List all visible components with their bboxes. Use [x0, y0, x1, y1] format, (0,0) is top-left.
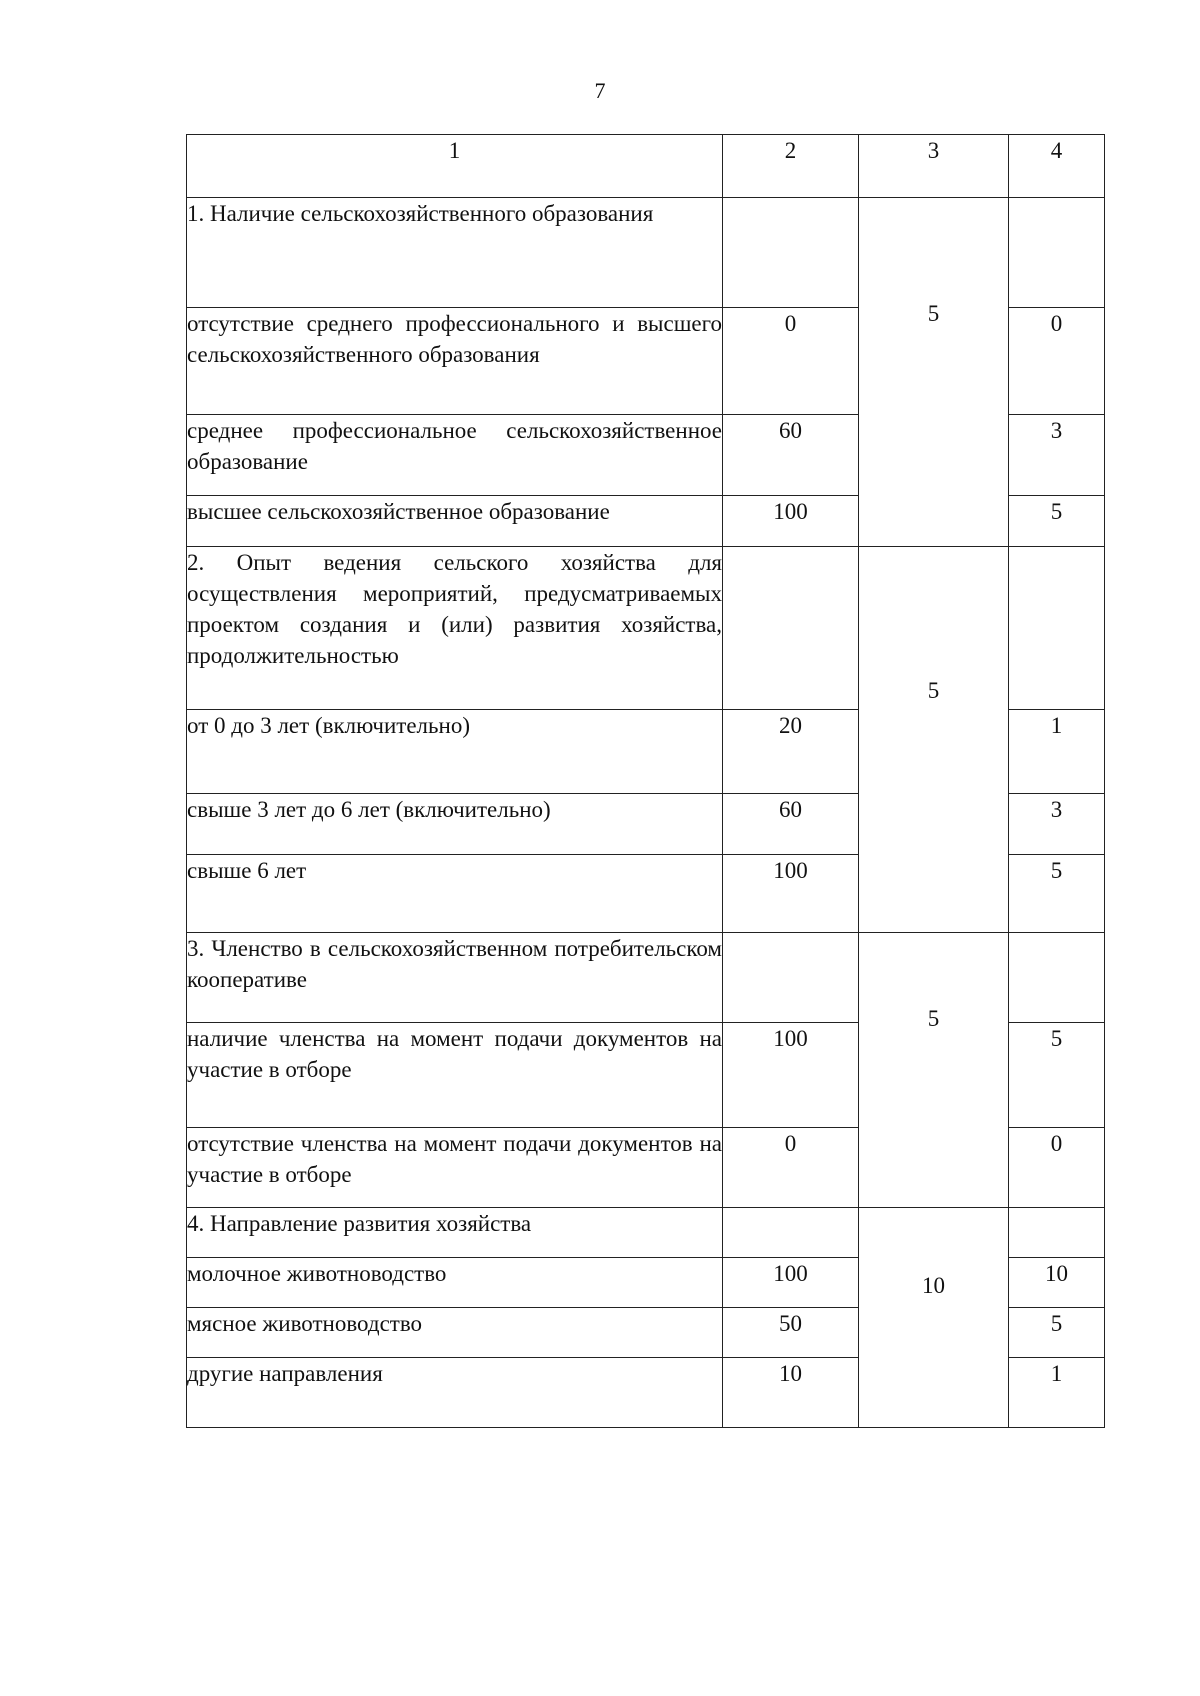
criterion-points: [1009, 1208, 1105, 1258]
option-points: 10: [1009, 1258, 1105, 1308]
option-text: мясное животноводство: [187, 1308, 723, 1358]
option-points: 0: [1009, 308, 1105, 415]
option-text: среднее профессиональное сельскохозяйственное образование: [187, 415, 723, 496]
table-row: [187, 547, 1105, 710]
option-points: 5: [1009, 1308, 1105, 1358]
option-text: наличие членства на момент подачи документов на участие в отборе: [187, 1023, 723, 1128]
option-points: 3: [1009, 794, 1105, 855]
option-points: 5: [1009, 855, 1105, 933]
option-text: свыше 6 лет: [187, 855, 723, 933]
option-value: 20: [723, 710, 859, 794]
option-points: 3: [1009, 415, 1105, 496]
column-header-2: 2: [723, 135, 859, 198]
option-text: молочное животноводство: [187, 1258, 723, 1308]
criterion-weight: 10: [859, 1208, 1009, 1428]
option-text: отсутствие членства на момент подачи документов на участие в отборе: [187, 1128, 723, 1208]
criterion-value: [723, 547, 859, 710]
option-points: 5: [1009, 496, 1105, 547]
column-header-3: 3: [859, 135, 1009, 198]
option-value: 0: [723, 1128, 859, 1208]
option-value: 0: [723, 308, 859, 415]
option-value: 100: [723, 855, 859, 933]
criterion-points: [1009, 547, 1105, 710]
criterion-weight: 5: [859, 547, 1009, 933]
table-row: [187, 1208, 1105, 1258]
criterion-points: [1009, 933, 1105, 1023]
option-text: отсутствие среднего профессионального и высшего сельскохозяйственного образования: [187, 308, 723, 415]
criterion-title: 3. Членство в сельскохозяйственном потребительском кооперативе: [187, 933, 723, 1023]
criterion-title: 1. Наличие сельскохозяйственного образования: [187, 198, 723, 308]
page-number: 7: [594, 78, 606, 103]
option-points: 5: [1009, 1023, 1105, 1128]
option-text: свыше 3 лет до 6 лет (включительно): [187, 794, 723, 855]
option-points: 1: [1009, 710, 1105, 794]
option-text: другие направления: [187, 1358, 723, 1428]
option-text: от 0 до 3 лет (включительно): [187, 710, 723, 794]
criteria-table: [186, 134, 1105, 1428]
option-value: 60: [723, 794, 859, 855]
option-points: 1: [1009, 1358, 1105, 1428]
column-header-4: 4: [1009, 135, 1105, 198]
criterion-points: [1009, 198, 1105, 308]
option-text: высшее сельскохозяйственное образование: [187, 496, 723, 547]
criterion-value: [723, 933, 859, 1023]
criterion-weight: 5: [859, 198, 1009, 547]
option-value: 100: [723, 496, 859, 547]
criterion-value: [723, 1208, 859, 1258]
option-value: 60: [723, 415, 859, 496]
option-value: 10: [723, 1358, 859, 1428]
option-value: 100: [723, 1258, 859, 1308]
option-points: 0: [1009, 1128, 1105, 1208]
criterion-weight: 5: [859, 933, 1009, 1208]
table-row: [187, 198, 1105, 308]
header-row: [187, 135, 1105, 198]
table-row: [187, 933, 1105, 1023]
option-value: 100: [723, 1023, 859, 1128]
option-value: 50: [723, 1308, 859, 1358]
criterion-value: [723, 198, 859, 308]
column-header-1: 1: [187, 135, 723, 198]
criterion-title: 2. Опыт ведения сельского хозяйства для осуществления мероприятий, предусматриваемых проектом создания и (или) развития хозяйства, продолжительностью: [187, 547, 723, 710]
criterion-title: 4. Направление развития хозяйства: [187, 1208, 723, 1258]
